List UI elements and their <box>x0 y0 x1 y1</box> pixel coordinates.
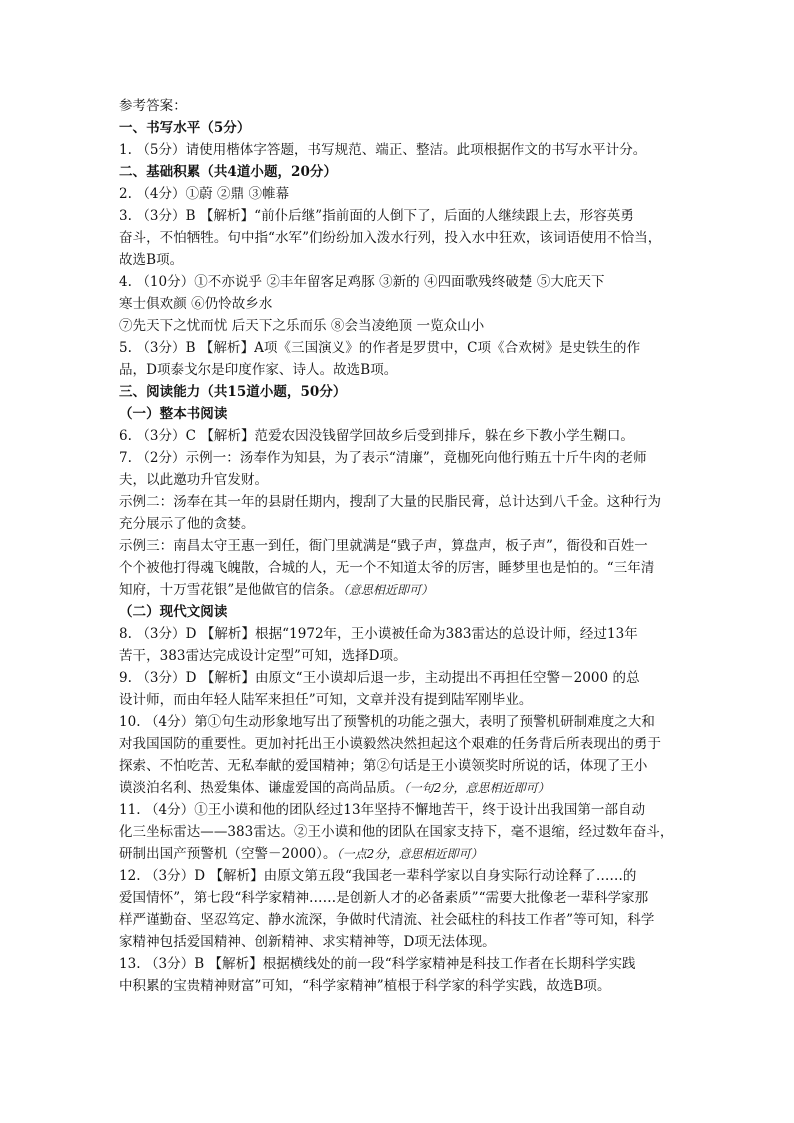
line-text: 寒士俱欢颜 ⑥仍怜故乡水 <box>119 296 273 312</box>
text-line <box>119 865 679 887</box>
text-line <box>119 447 679 469</box>
text-line <box>119 183 679 205</box>
text-line <box>119 777 679 799</box>
text-line <box>119 909 679 931</box>
line-text: 示例二：汤奉在其一年的县尉任期内，搜刮了大量的民脂民膏，总计达到八千金。这种行为 <box>119 494 661 510</box>
line-text: （二）现代文阅读 <box>119 604 228 620</box>
text-line <box>119 755 679 777</box>
line-text: 设计师，而由年轻人陆军来担任”可知，文章并没有提到陆军刚毕业。 <box>119 692 533 708</box>
text-line <box>119 315 679 337</box>
text-line <box>119 601 679 623</box>
line-text: 化三坐标雷达——383雷达。②王小谟和他的团队在国家支持下，毫不退缩，经过数年奋斗， <box>119 824 674 840</box>
answer-key-document <box>119 95 679 997</box>
line-text: （一）整本书阅读 <box>119 406 228 422</box>
line-text: 充分展示了他的贪婪。 <box>119 516 255 532</box>
text-line <box>119 623 679 645</box>
line-text: ⑦先天下之忧而忧 后天下之乐而乐 ⑧会当凌绝顶 一览众山小 <box>119 318 485 334</box>
text-line <box>119 205 679 227</box>
line-text: 探索、不怕吃苦、无私奉献的爱国精神；第②句话是王小谟领奖时所说的话，体现了王小 <box>119 758 648 774</box>
line-text: 苦干，383雷达完成设计定型”可知，选择D项。 <box>119 648 407 664</box>
text-line <box>119 337 679 359</box>
line-text: 爱国情怀”，第七段“科学家精神……是创新人才的必备素质”“需要大批像老一辈科学家那 <box>119 890 649 906</box>
text-line <box>119 117 679 139</box>
line-text: 3. （3分）B 【解析】“前仆后继”指前面的人倒下了，后面的人继续跟上去，形容英勇 <box>119 208 634 224</box>
text-line <box>119 227 679 249</box>
text-line <box>119 425 679 447</box>
text-line <box>119 249 679 271</box>
text-line <box>119 733 679 755</box>
text-line <box>119 953 679 975</box>
line-text: 5. （3分）B 【解析】A项《三国演义》的作者是罗贯中，C项《合欢树》是史铁生的作 <box>119 340 641 356</box>
text-line <box>119 161 679 183</box>
text-line <box>119 887 679 909</box>
line-text: 7. （2分）示例一：汤奉作为知县，为了表示“清廉”，竟枷死向他行贿五十斤牛肉的老师 <box>119 450 647 466</box>
text-line <box>119 293 679 315</box>
text-line <box>119 799 679 821</box>
text-line <box>119 381 679 403</box>
text-line <box>119 579 679 601</box>
line-text: 4. （10分）①不亦说乎 ②丰年留客足鸡豚 ③新的 ④四面歌残终破楚 ⑤大庇天下 <box>119 274 605 290</box>
line-text: 示例三：南昌太守王惠一到任，衙门里就满是“戥子声，算盘声，板子声”，衙役和百姓一 <box>119 538 648 554</box>
text-line <box>119 975 679 997</box>
line-text: 13. （3分）B 【解析】根据横线处的前一段“科学家精神是科技工作者在长期科学实践 <box>119 956 636 972</box>
text-line <box>119 139 679 161</box>
line-text: 二、基础积累（共4道小题，20分） <box>119 164 338 180</box>
line-text: 奋斗，不怕牺牲。句中指“水军”们纷纷加入泼水行列，投入水中狂欢，该词语使用不恰当， <box>119 230 662 246</box>
line-text: 12. （3分）D 【解析】由原文第五段“我国老一辈科学家以自身实际行动诠释了……的 <box>119 868 637 884</box>
line-text: 8. （3分）D 【解析】根据“1972年，王小谟被任命为383雷达的总设计师，经过13年 <box>119 626 638 642</box>
line-text: 中积累的宝贵精神财富”可知，“科学家精神”植根于科学家的科学实践，故选B项。 <box>119 978 611 994</box>
text-line <box>119 645 679 667</box>
line-text: 对我国国防的重要性。更加衬托出王小谟毅然决然担起这个艰难的任务背后所表现出的勇于 <box>119 736 661 752</box>
line-text: 谟淡泊名利、热爱集体、谦虚爱国的高尚品质。 <box>119 780 404 796</box>
line-text: 夫，以此邀功升官发财。 <box>119 472 269 488</box>
line-text: 样严谨勤奋、坚忍笃定、静水流深，争做时代清流、社会砥柱的科技工作者”等可知，科学 <box>119 912 655 928</box>
text-line <box>119 513 679 535</box>
line-text: 6. （3分）C 【解析】范爱农因没钱留学回故乡后受到排斥，躲在乡下教小学生糊口。 <box>119 428 634 444</box>
text-line <box>119 711 679 733</box>
line-text: 三、阅读能力（共15道小题，50分） <box>119 384 347 400</box>
line-text: 品，D项泰戈尔是印度作家、诗人。故选B项。 <box>119 362 398 378</box>
text-line <box>119 535 679 557</box>
text-line <box>119 667 679 689</box>
text-line <box>119 557 679 579</box>
line-text: 参考答案： <box>119 98 187 114</box>
line-text: 故选B项。 <box>119 252 184 268</box>
text-line <box>119 359 679 381</box>
text-line <box>119 931 679 953</box>
text-line <box>119 403 679 425</box>
line-text: 一、书写水平（5分） <box>119 120 251 136</box>
scoring-note: （一点2分，意思相近即可） <box>336 847 483 861</box>
line-text: 个个被他打得魂飞魄散，合城的人，无一个不知道太爷的厉害，睡梦里也是怕的。“三年清 <box>119 560 655 576</box>
scoring-note: （意思相近即可） <box>342 583 434 597</box>
text-line <box>119 491 679 513</box>
line-text: 10. （4分）第①句生动形象地写出了预警机的功能之强大，表明了预警机研制难度之大和 <box>119 714 655 730</box>
line-text: 2. （4分）①蔚 ②鼎 ③帷幕 <box>119 186 290 202</box>
line-text: 1. （5分）请使用楷体字答题，书写规范、端正、整洁。此项根据作文的书写水平计分。 <box>119 142 647 158</box>
line-text: 研制出国产预警机（空警－2000）。 <box>119 846 337 862</box>
text-line <box>119 95 679 117</box>
line-text: 9. （3分）D 【解析】由原文“王小谟却后退一步，主动提出不再担任空警－2000 的总 <box>119 670 640 686</box>
line-text: 11. （4分）①王小谟和他的团队经过13年坚持不懈地苦干，终于设计出我国第一部自动 <box>119 802 646 818</box>
text-line <box>119 843 679 865</box>
text-line <box>119 821 679 843</box>
scoring-note: （一句2分，意思相近即可） <box>403 781 550 795</box>
text-line <box>119 469 679 491</box>
text-line <box>119 689 679 711</box>
text-line <box>119 271 679 293</box>
line-text: 知府，十万雪花银”是他做官的信条。 <box>119 582 343 598</box>
line-text: 家精神包括爱国精神、创新精神、求实精神等，D项无法体现。 <box>119 934 496 950</box>
